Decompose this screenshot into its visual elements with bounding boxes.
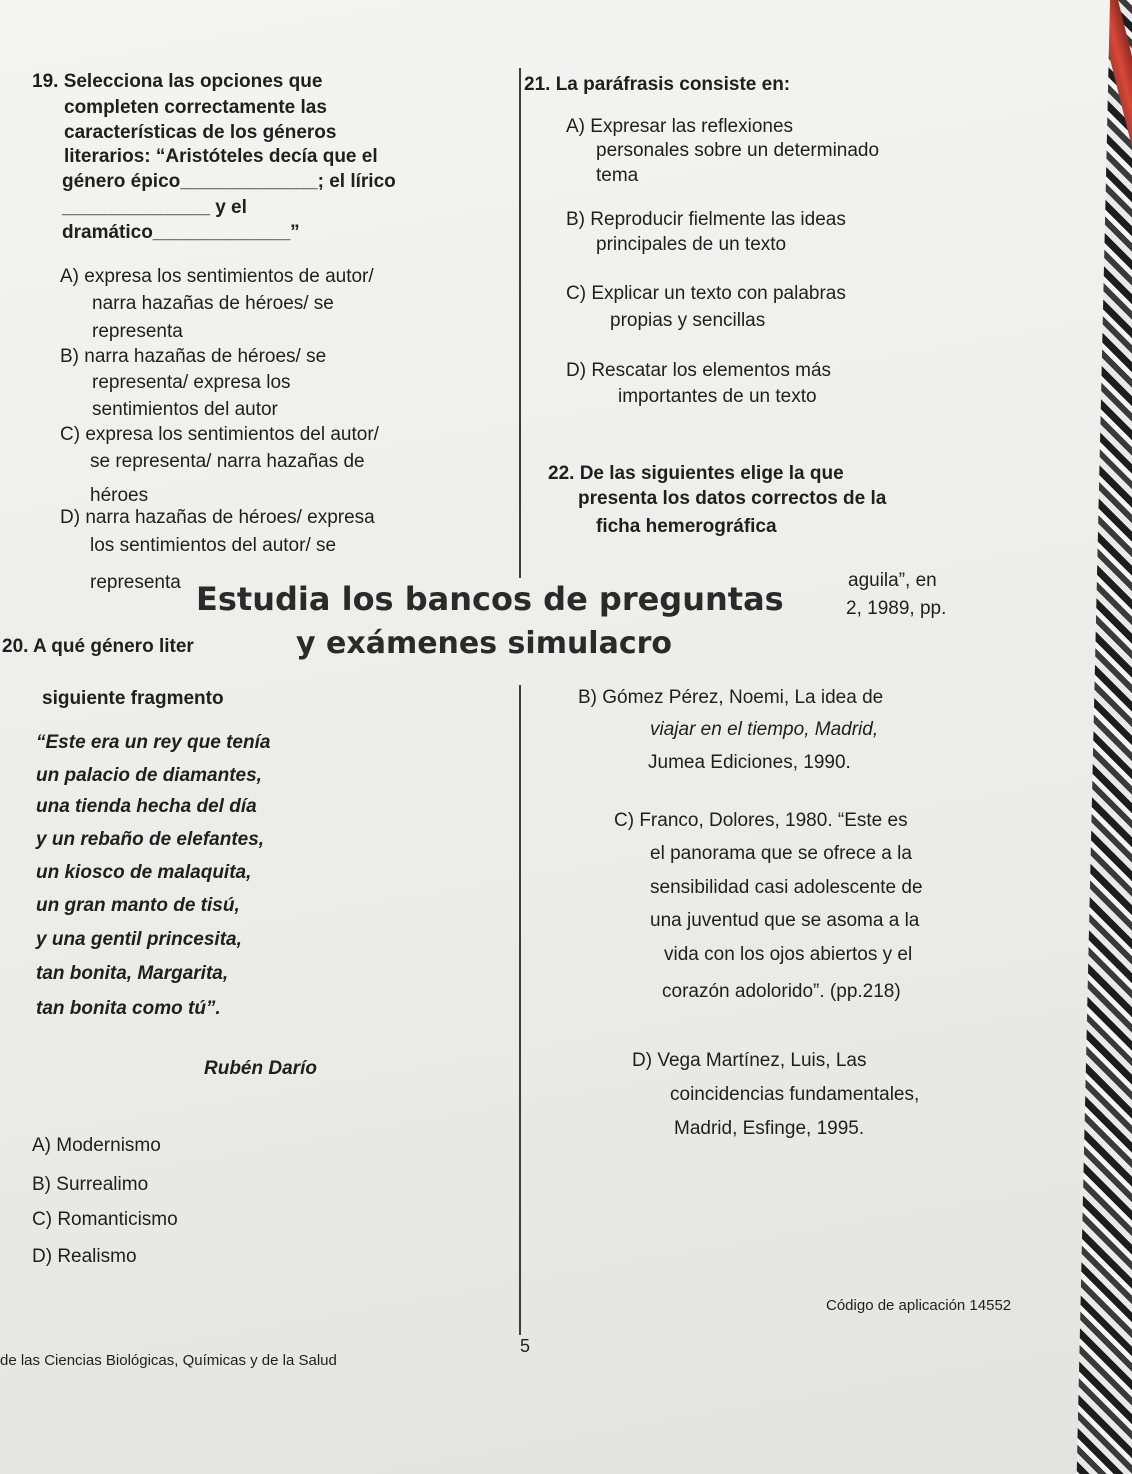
q19-option-a-cont: narra hazañas de héroes/ se: [92, 293, 334, 314]
q19-stem-line: ______________ y el: [62, 197, 247, 218]
q22-option-d-cont: Madrid, Esfinge, 1995.: [674, 1118, 865, 1139]
q22-stem-line: ficha hemerográfica: [596, 516, 777, 537]
q21-option-c[interactable]: C) Explicar un texto con palabras: [566, 283, 846, 304]
q21-option-b[interactable]: B) Reproducir fielmente las ideas: [566, 209, 846, 230]
q22-option-c-cont: una juventud que se asoma a la: [650, 910, 920, 931]
q19-option-c-cont: se representa/ narra hazañas de: [90, 451, 365, 472]
column-divider-top: [519, 68, 521, 578]
q19-stem-line: completen correctamente las: [64, 97, 327, 118]
q19-option-b[interactable]: B) narra hazañas de héroes/ se: [60, 346, 327, 367]
q19-option-b-cont: representa/ expresa los: [92, 372, 291, 393]
poem-line: un kiosco de malaquita,: [36, 862, 252, 883]
q20-option-b[interactable]: B) Surrealimo: [32, 1174, 149, 1195]
q19-option-d-cont: representa: [90, 572, 181, 593]
q22-option-b[interactable]: B) Gómez Pérez, Noemi, La idea de: [578, 687, 884, 708]
poem-line: “Este era un rey que tenía: [36, 732, 271, 753]
q22-option-b-cont: Jumea Ediciones, 1990.: [648, 752, 851, 773]
q22-option-d-cont: coincidencias fundamentales,: [670, 1084, 920, 1105]
q21-option-d[interactable]: D) Rescatar los elementos más: [566, 360, 832, 381]
column-divider-bottom: [519, 685, 521, 1335]
application-code: Código de aplicación 14552: [826, 1297, 1012, 1314]
q22-option-c-cont: vida con los ojos abiertos y el: [664, 944, 913, 965]
q22-option-c-cont: corazón adolorido”. (pp.218): [662, 981, 901, 1002]
q19-option-b-cont: sentimientos del autor: [92, 399, 278, 420]
q21-option-b-cont: principales de un texto: [596, 234, 787, 255]
q20-option-c[interactable]: C) Romanticismo: [32, 1209, 178, 1230]
q21-stem: 21. La paráfrasis consiste en:: [524, 74, 791, 95]
q22-option-c[interactable]: C) Franco, Dolores, 1980. “Este es: [614, 810, 908, 831]
q19-option-d-cont: los sentimientos del autor/ se: [90, 535, 337, 556]
footer-institution: de las Ciencias Biológicas, Químicas y de la Salud: [0, 1352, 337, 1369]
q19-stem-line: género épico_____________; el lírico: [62, 171, 396, 192]
q19-option-c[interactable]: C) expresa los sentimientos del autor/: [60, 424, 379, 445]
q19-option-a-cont: representa: [92, 321, 183, 342]
q19-stem-line: dramático_____________”: [62, 222, 300, 243]
q21-option-a[interactable]: A) Expresar las reflexiones: [566, 116, 794, 137]
q19-option-c-cont: héroes: [90, 485, 149, 506]
q22-option-a-fragment: 2, 1989, pp.: [846, 598, 947, 619]
q22-option-b-cont: viajar en el tiempo, Madrid,: [650, 719, 879, 740]
q19-stem-line: literarios: “Aristóteles decía que el: [64, 146, 378, 167]
poem-author: Rubén Darío: [204, 1058, 317, 1079]
q19-option-d[interactable]: D) narra hazañas de héroes/ expresa: [60, 507, 375, 528]
q19-stem-line: características de los géneros: [64, 122, 337, 143]
q22-option-c-cont: el panorama que se ofrece a la: [650, 843, 912, 864]
q21-option-a-cont: personales sobre un determinado: [596, 140, 880, 161]
q22-stem-line: presenta los datos correctos de la: [578, 488, 887, 509]
q22-stem-line: 22. De las siguientes elige la que: [548, 463, 844, 484]
q20-stem-line: siguiente fragmento: [42, 688, 224, 709]
poem-line: y una gentil princesita,: [36, 929, 242, 950]
poem-line: tan bonita, Margarita,: [36, 963, 229, 984]
q21-option-d-cont: importantes de un texto: [618, 386, 817, 407]
page-number: 5: [520, 1336, 531, 1356]
q22-option-a-fragment: aguila”, en: [848, 570, 937, 591]
q20-option-a[interactable]: A) Modernismo: [32, 1135, 161, 1156]
q22-option-d[interactable]: D) Vega Martínez, Luis, Las: [632, 1050, 867, 1071]
q21-option-a-cont: tema: [596, 165, 639, 186]
q19-stem-line: 19. Selecciona las opciones que: [32, 71, 323, 92]
study-banner-line1: Estudia los bancos de preguntas: [196, 580, 784, 618]
q21-option-c-cont: propias y sencillas: [610, 310, 766, 331]
poem-line: un palacio de diamantes,: [36, 765, 262, 786]
q20-option-d[interactable]: D) Realismo: [32, 1246, 137, 1267]
poem-line: y un rebaño de elefantes,: [36, 829, 265, 850]
q22-option-c-cont: sensibilidad casi adolescente de: [650, 877, 923, 898]
q19-option-a[interactable]: A) expresa los sentimientos de autor/: [60, 266, 374, 287]
poem-line: una tienda hecha del día: [36, 796, 257, 817]
study-banner-line2: y exámenes simulacro: [296, 626, 673, 661]
poem-line: tan bonita como tú”.: [36, 998, 221, 1019]
poem-line: un gran manto de tisú,: [36, 895, 240, 916]
q20-stem-line: 20. A qué género liter: [2, 636, 194, 657]
